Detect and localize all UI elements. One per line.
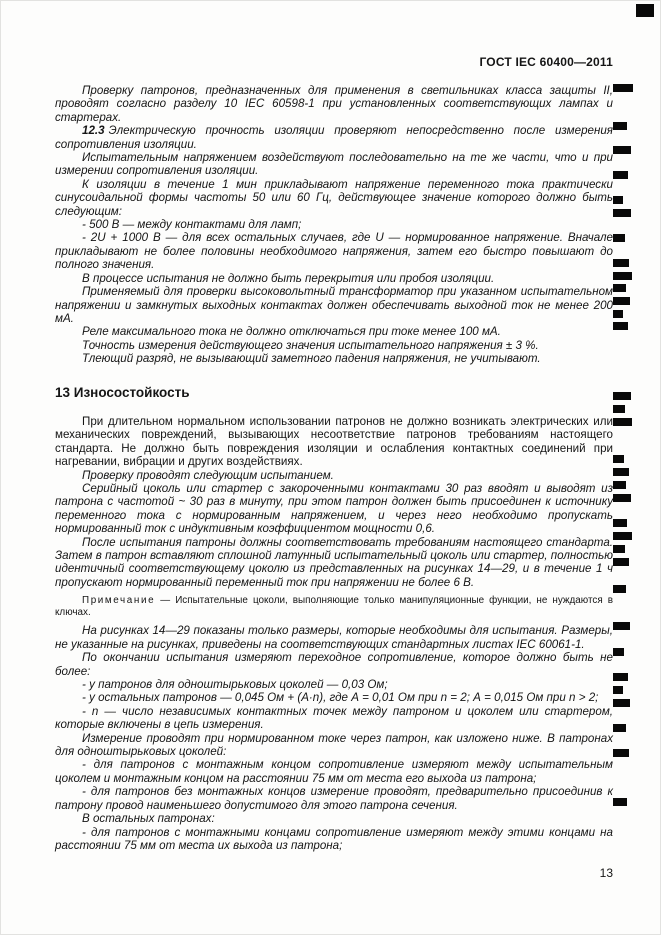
paragraph: Тлеющий разряд, не вызывающий заметного падения напряжения, не учитывают.	[82, 352, 541, 366]
list-item: - у патронов для одноштырьковых цоколей — 0,03 Ом;	[82, 678, 388, 692]
paragraph-12-3	[55, 124, 613, 151]
scan-mark	[613, 272, 632, 280]
list-item: - для патронов с монтажными концами сопротивление измеряют между этими концами на расстоянии 75 мм от места их выхода из патрона;	[55, 825, 613, 852]
clause-number: 12.3	[82, 124, 105, 138]
page-number: 13	[599, 866, 613, 880]
note	[55, 595, 613, 618]
paragraph: В остальных патронах:	[82, 812, 215, 826]
paragraph-text: Электрическую прочность изоляции проверяют непосредственно после измерения сопротивления изоляции.	[55, 124, 613, 151]
paragraph: Проверку патронов, предназначенных для применения в светильниках класса защиты II, проводят согласно разделу 10 IEC 60598-1 при установленных соответствующих лампах и стартерах.	[55, 84, 613, 124]
scan-mark	[613, 196, 623, 204]
paragraph: На рисунках 14—29 показаны только размеры, которые необходимы для испытания. Размеры, не указанные на рисунках, приведены на соответствующих стандартных листах IEC 60061-1.	[55, 624, 613, 651]
paragraph: Серийный цоколь или стартер с закороченными контактами 30 раз вводят и выводят из патрона с частотой ~ 30 раз в минуту, при этом патрон должен быть присоединен к источнику переменного тока с нормированным напряжением, и через него необходимо пропускать нормированный ток с индуктивным коэффициентом мощности 0,6.	[55, 481, 613, 536]
scan-mark	[613, 392, 631, 400]
scan-mark	[613, 310, 623, 318]
scan-mark	[613, 798, 627, 806]
list-item: - 2U + 1000 В — для всех остальных случаев, где U — нормированное напряжение. Вначале прикладывают не более половины необходимого напряжения, затем его быстро повышают до полного значения.	[55, 231, 613, 272]
paragraph: Реле максимального тока не должно отключаться при токе менее 100 мА.	[82, 325, 501, 339]
scan-mark	[613, 418, 632, 426]
scan-mark	[613, 622, 630, 630]
scan-mark	[613, 519, 627, 527]
list-item: - для патронов без монтажных концов измерение проводят, предварительно присоединив к патрону провод наименьшего допустимого для этого патрона сечения.	[55, 785, 613, 812]
paragraph: Измерение проводят при нормированном токе через патрон, как изложено ниже. В патронах для одноштырьковых цоколей:	[55, 731, 613, 759]
paragraph: В процессе испытания не должно быть перекрытия или пробоя изоляции.	[82, 271, 495, 285]
page-header-title: ГОСТ IEC 60400—2011	[479, 55, 613, 69]
paragraph: Испытательным напряжением воздействуют последовательно на те же части, что и при измерении сопротивления изоляции.	[55, 151, 613, 178]
paragraph: После испытания патроны должны соответствовать требованиям настоящего стандарта. Затем в патрон вставляют сплошной латунный испытательный цоколь или стартер, полностью идентичный соответствующему цоколю из представленных на рисунках 14—29, и в течение 1 ч пропускают нормированный переменный ток при напряжении не более 6 В.	[55, 535, 613, 589]
note-label: Примечание	[82, 595, 156, 607]
scan-mark	[613, 455, 624, 463]
scan-mark	[636, 4, 654, 17]
list-item: - n — число независимых контактных точек между патроном и цоколем или стартером, которые включены в цепь измерения.	[55, 704, 613, 732]
list-item: - для патронов с монтажным концом сопротивление измеряют между испытательным цоколем и монтажным концом на расстоянии 75 мм от места его выхода из патрона;	[55, 758, 613, 785]
scan-mark	[613, 146, 631, 154]
scan-mark	[613, 171, 628, 179]
scan-mark	[613, 585, 626, 593]
list-item: - у остальных патронов — 0,045 Ом + (А·n), где А = 0,01 Ом при n = 2; А = 0,015 Ом при n > 2;	[82, 691, 599, 705]
scan-mark	[613, 749, 629, 757]
scan-mark	[613, 699, 630, 707]
note-text: — Испытательные цоколи, выполняющие только манипуляционные функции, не нуждаются в ключах.	[55, 595, 613, 618]
scan-mark	[613, 648, 624, 656]
paragraph: Проверку проводят следующим испытанием.	[82, 468, 334, 482]
scan-mark	[613, 686, 623, 694]
scan-mark	[613, 481, 626, 489]
scan-mark	[613, 532, 632, 540]
scan-mark	[613, 122, 627, 130]
list-item: - 500 В — между контактами для ламп;	[82, 218, 302, 232]
scan-mark	[613, 724, 626, 732]
paragraph: Применяемый для проверки высоковольтный трансформатор при указанном испытательном напряжении и замкнутых выходных контактах должен обеспечивать выходной ток не менее 200 мА.	[55, 285, 613, 325]
scan-mark	[613, 545, 625, 553]
paragraph: По окончании испытания измеряют переходное сопротивление, которое должно быть не более:	[55, 651, 613, 678]
scan-mark	[613, 297, 630, 305]
scan-mark	[613, 405, 625, 413]
section-heading: 13 Износостойкость	[55, 384, 190, 400]
document-body	[55, 84, 613, 852]
scan-mark	[613, 209, 631, 217]
paragraph: Точность измерения действующего значения испытательного напряжения ± 3 %.	[82, 338, 539, 352]
scan-mark	[613, 259, 629, 267]
scan-mark	[613, 234, 625, 242]
scan-mark	[613, 494, 631, 502]
scan-mark	[613, 673, 628, 681]
scan-mark	[613, 322, 628, 330]
scan-mark	[613, 468, 629, 476]
scan-mark	[613, 284, 626, 292]
paragraph: При длительном нормальном использовании патронов не должно возникать электрических или механических повреждений, вызывающих несоответствие патронов требованиям настоящего стандарта. Не должно быть повреждения изоляции и ослабления контактных соединений при нагревании, вибрации и других воздействиях.	[55, 414, 613, 469]
scan-mark	[613, 84, 633, 92]
scan-mark	[613, 558, 629, 566]
paragraph: К изоляции в течение 1 мин прикладывают напряжение переменного тока практически синусоидальной формы частоты 50 или 60 Гц, действующее значение которого должно быть следующим:	[55, 177, 613, 218]
